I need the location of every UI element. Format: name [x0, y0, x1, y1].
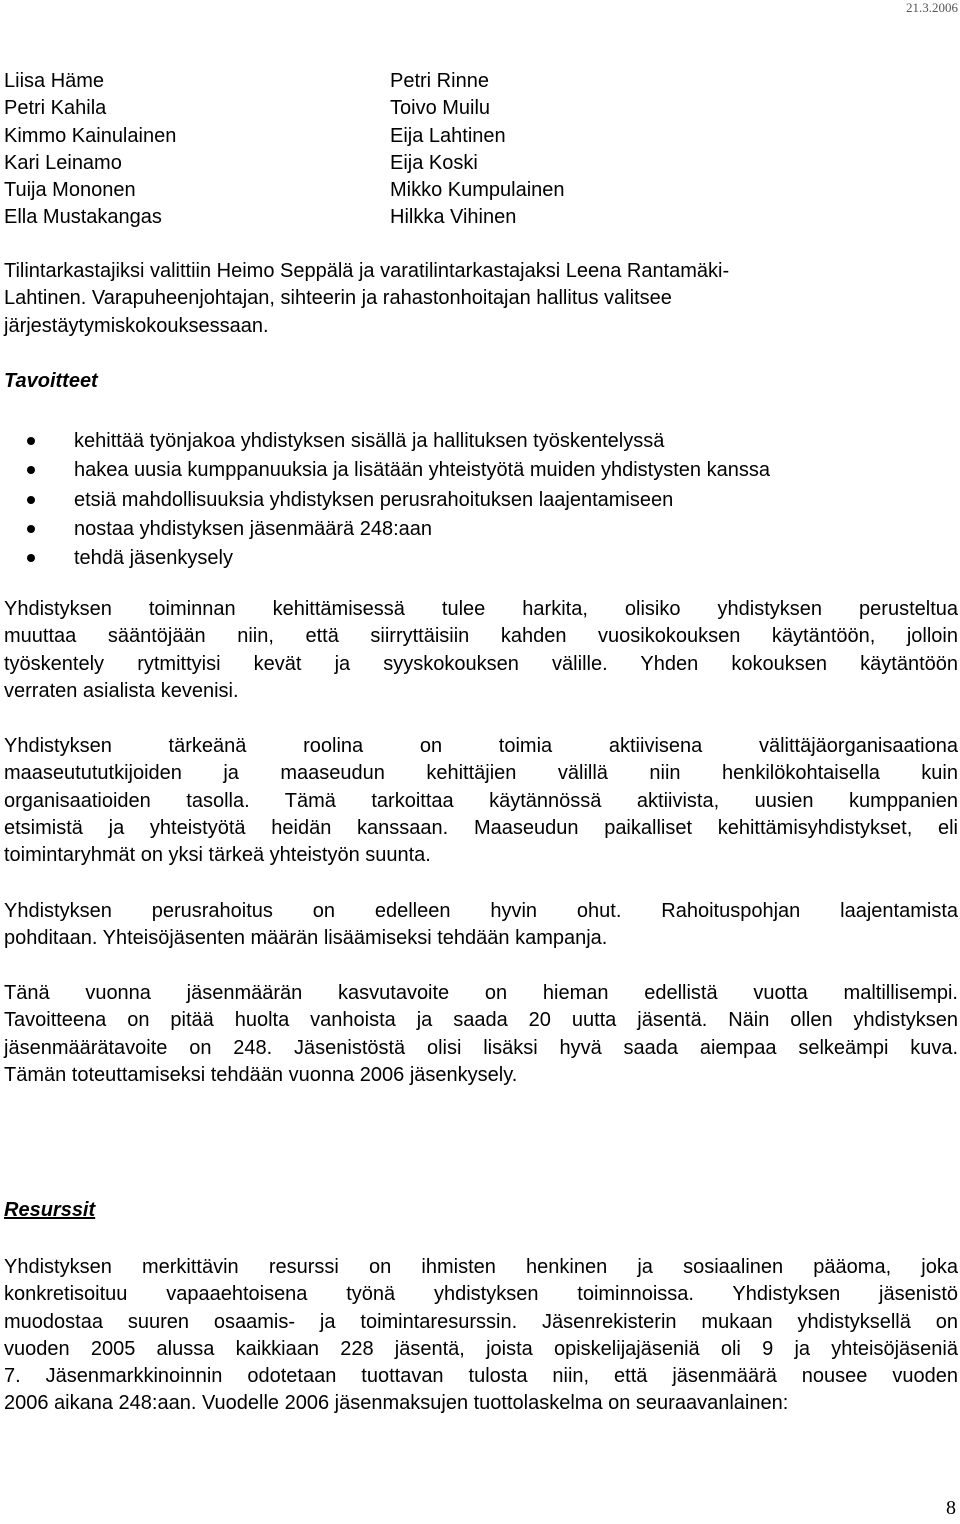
list-item-text: tehdä jäsenkysely	[74, 547, 233, 570]
text-line: Yhdistyksen merkittävin resurssi on ihmisten henkinen ja sosiaalinen pääoma, joka	[4, 1256, 958, 1278]
member-name: Hilkka Vihinen	[390, 206, 517, 229]
list-item-text: etsiä mahdollisuuksia yhdistyksen perusrahoituksen laajentamiseen	[74, 488, 674, 511]
list-item	[0, 456, 770, 485]
text-line: järjestäytymiskokouksessaan.	[4, 314, 269, 337]
bullet-icon	[27, 496, 35, 504]
text-line: muodostaa suuren osaamis- ja toimintaresurssin. Jäsenrekisterin mukaan yhdistyksellä on	[4, 1310, 958, 1333]
text-line: työskentely rytmittyisi kevät ja syyskokouksen välille. Yhden kokouksen käytäntöön	[4, 652, 958, 675]
member-name: Kimmo Kainulainen	[4, 124, 177, 147]
goals-paragraph-2	[4, 733, 958, 869]
member-name: Petri Kahila	[4, 97, 107, 120]
member-name: Ella Mustakangas	[4, 206, 162, 229]
text-line: maaseutututkijoiden ja maaseudun kehittäjien välillä niin henkilökohtaisella kuin	[4, 762, 958, 785]
header-date: 21.3.2006	[906, 0, 958, 15]
text-line: 7. Jäsenmarkkinoinnin odotetaan tuottavan tulosta niin, että jäsenmäärä nousee vuoden	[4, 1365, 958, 1388]
text-line: Tilintarkastajiksi valittiin Heimo Seppälä ja varatilintarkastajaksi Leena Rantamäki-	[4, 260, 730, 282]
bullet-icon	[27, 466, 35, 474]
list-item	[0, 544, 770, 573]
text-line: Yhdistyksen perusrahoitus on edelleen hyvin ohut. Rahoituspohjan laajentamista	[4, 900, 958, 922]
goals-heading: Tavoitteet	[4, 370, 98, 392]
list-item-text: kehittää työnjakoa yhdistyksen sisällä ja hallituksen työskentelyssä	[74, 430, 665, 452]
goals-paragraph-4	[4, 980, 958, 1089]
list-item	[0, 515, 770, 544]
list-item	[0, 486, 770, 515]
auditors-paragraph	[4, 258, 958, 340]
member-name: Petri Rinne	[390, 70, 489, 92]
bullet-icon	[27, 525, 35, 533]
text-line: pohditaan. Yhteisöjäsenten määrän lisäämiseksi tehdään kampanja.	[4, 927, 608, 950]
bullet-icon	[27, 437, 35, 445]
resources-heading: Resurssit	[4, 1199, 96, 1221]
goals-paragraph-1	[4, 596, 958, 705]
text-line: verraten asialista kevenisi.	[4, 679, 239, 702]
member-name: Toivo Muilu	[390, 97, 491, 120]
goals-list	[0, 427, 770, 573]
member-name: Tuija Mononen	[4, 179, 136, 202]
text-line: organisaatioiden tasolla. Tämä tarkoittaa käytännössä aktiivista, uusien kumppanien	[4, 789, 958, 812]
list-item-text: nostaa yhdistyksen jäsenmäärä 248:aan	[74, 517, 433, 540]
text-line: vuoden 2005 alussa kaikkiaan 228 jäsentä, joista opiskelijajäseniä oli 9 ja yhteisöjäseniä	[4, 1337, 958, 1360]
text-line: Yhdistyksen toiminnan kehittämisessä tulee harkita, olisiko yhdistyksen perusteltua	[4, 598, 958, 620]
list-item-text: hakea uusia kumppanuuksia ja lisätään yhteistyötä muiden yhdistysten kanssa	[74, 459, 770, 482]
member-name: Eija Koski	[390, 151, 478, 174]
member-name: Mikko Kumpulainen	[390, 179, 565, 202]
text-line: toimintaryhmät on yksi tärkeä yhteistyön suunta.	[4, 844, 431, 867]
text-line: muuttaa sääntöjään niin, että siirryttäisiin kahden vuosikokouksen käytäntöön, jolloin	[4, 625, 958, 648]
member-name: Liisa Häme	[4, 70, 105, 92]
member-name: Kari Leinamo	[4, 151, 122, 174]
board-members-left	[4, 68, 176, 232]
resources-paragraph	[4, 1254, 958, 1418]
text-line: Lahtinen. Varapuheenjohtajan, sihteerin ja rahastonhoitajan hallitus valitsee	[4, 287, 672, 310]
bullet-icon	[27, 554, 35, 562]
board-members-right	[390, 68, 565, 232]
text-line: Tämän toteuttamiseksi tehdään vuonna 2006 jäsenkysely.	[4, 1063, 518, 1086]
list-item	[0, 427, 770, 456]
text-line: Yhdistyksen tärkeänä roolina on toimia aktiivisena välittäjäorganisaationa	[4, 735, 958, 757]
goals-paragraph-3	[4, 898, 958, 953]
text-line: etsimistä ja yhteistyötä heidän kanssaan. Maaseudun paikalliset kehittämisyhdistykset, eli	[4, 816, 958, 839]
text-line: konkretisoituu vapaaehtoisena työnä yhdistyksen toiminnoissa. Yhdistyksen jäsenistö	[4, 1283, 958, 1306]
text-line: jäsenmäärätavoite on 248. Jäsenistöstä olisi lisäksi hyvä saada aiempaa selkeämpi kuva.	[4, 1036, 958, 1059]
text-line: 2006 aikana 248:aan. Vuodelle 2006 jäsenmaksujen tuottolaskelma on seuraavanlainen:	[4, 1392, 789, 1415]
member-name: Eija Lahtinen	[390, 124, 506, 147]
text-line: Tänä vuonna jäsenmäärän kasvutavoite on hieman edellistä vuotta maltillisempi.	[4, 982, 958, 1004]
page-number: 8	[946, 1497, 956, 1519]
text-line: Tavoitteena on pitää huolta vanhoista ja saada 20 uutta jäsentä. Näin ollen yhdistyksen	[4, 1009, 958, 1032]
